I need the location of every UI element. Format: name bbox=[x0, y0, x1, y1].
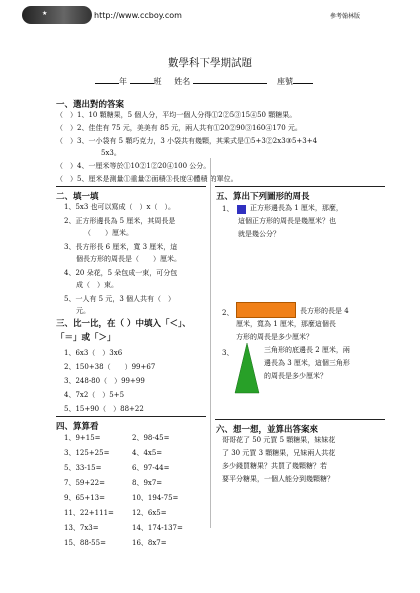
year-blank[interactable] bbox=[95, 83, 119, 84]
section6-line-3: 多少錢買糖果？共買了幾顆糖？若 bbox=[222, 462, 327, 470]
year-label: 年 bbox=[119, 77, 127, 86]
section6-line-2: 了 30 元買 3 顆糖果，兄妹兩人共花 bbox=[222, 449, 336, 457]
section2-item-4: 4、20 朵花，5 朵包成一束，可分包 bbox=[64, 269, 178, 277]
q2-number: 2、 bbox=[222, 309, 234, 317]
section5-heading: 五、算出下列圖形的周長 bbox=[216, 192, 310, 202]
section6-heading: 六、想一想，並算出答案來 bbox=[216, 425, 319, 435]
q3-line-1: 三角形的底邊長 2 厘米，兩 bbox=[264, 346, 350, 354]
seat-label: 座號 bbox=[276, 77, 293, 86]
blue-square-shape bbox=[237, 205, 246, 214]
calc-item-5: 5、33-15= bbox=[64, 464, 102, 472]
section1-heading: 一、選出對的答案 bbox=[56, 100, 125, 110]
section5-rule bbox=[215, 186, 385, 187]
section2-item-5: 5、一人有 5 元，3 個人共有（ ） bbox=[64, 295, 176, 303]
section1-item-1: （ ）1、10 顆糖果，5 個人分，平均一個人分得①2②5③15④50 顆糖果。 bbox=[56, 111, 297, 119]
ccboy-logo bbox=[22, 6, 92, 24]
section2-item-2-cont: （ ）厘米。 bbox=[84, 229, 133, 237]
calc-item-4: 4、4x5= bbox=[132, 449, 163, 457]
section4-grid bbox=[64, 433, 214, 553]
q3-number: 3、 bbox=[222, 349, 234, 357]
section3-heading: 三、比一比，在（ ）中填入「＜」、 bbox=[56, 319, 191, 329]
class-blank[interactable] bbox=[130, 83, 154, 84]
section2-item-3: 3、長方形長 6 厘米，寬 3 厘米，這 bbox=[64, 243, 178, 251]
name-blank[interactable] bbox=[193, 83, 267, 84]
calc-item-15: 15、88-55= bbox=[64, 539, 106, 547]
q1-line-1: 正方形邊長為 1 厘米，那麼， bbox=[250, 204, 343, 212]
calc-item-12: 12、6x5= bbox=[132, 509, 167, 517]
class-label: 班 bbox=[153, 77, 162, 86]
section3-item-2: 2、150+38（ ）99+67 bbox=[64, 363, 156, 371]
orange-rectangle-shape bbox=[236, 302, 296, 318]
section6-line-1: 哥哥花了 50 元買 5 顆糖果，妹妹花 bbox=[222, 436, 336, 444]
section6-line-4: 要平分糖果，一個人能分到幾顆糖？ bbox=[222, 475, 334, 483]
section3-item-3: 3、248-80（ ）99+99 bbox=[64, 377, 145, 385]
calc-item-8: 8、9x7= bbox=[132, 479, 163, 487]
calc-item-13: 13、7x3= bbox=[64, 524, 99, 532]
edition-note: 參考翰林版 bbox=[330, 13, 361, 20]
section4-heading: 四、算算看 bbox=[56, 422, 99, 432]
section1-item-5: （ ）5、厘米是測量①重量②面積③長度④體積 的單位。 bbox=[56, 175, 238, 183]
section2-item-3-cont: 個長方形的周長是（ ）厘米。 bbox=[76, 255, 181, 263]
name-label: 姓名 bbox=[174, 77, 191, 86]
section2-rule bbox=[56, 186, 206, 187]
page-title: 數學科下學期試題 bbox=[168, 57, 252, 69]
section6-rule bbox=[215, 419, 385, 420]
section2-item-2: 2、正方形邊長為 5 厘米，其周長是 bbox=[64, 217, 176, 225]
student-info-line bbox=[95, 76, 313, 87]
calc-item-10: 10、194-75= bbox=[132, 494, 179, 502]
section3-item-4: 4、7x2（ ）5+5 bbox=[64, 391, 125, 399]
seat-blank[interactable] bbox=[293, 83, 313, 84]
section1-item-3-cont: 5x3。 bbox=[101, 149, 121, 157]
calc-item-6: 6、97-44= bbox=[132, 464, 170, 472]
q1-line-3: 就是幾公分？ bbox=[238, 230, 280, 238]
section3-item-5: 5、15+90（ ）88+22 bbox=[64, 405, 144, 413]
logo-mark: ★ bbox=[42, 10, 48, 17]
green-triangle-shape bbox=[234, 342, 260, 394]
section4-rule bbox=[56, 416, 206, 417]
section1-item-3: （ ）3、一小袋有 5 顆巧克力，3 小袋共有幾顆，其乘式是①5+3②2x3③5+3+4 bbox=[56, 137, 318, 145]
calc-item-16: 16、8x7= bbox=[132, 539, 167, 547]
calc-item-9: 9、65+13= bbox=[64, 494, 105, 502]
section2-heading: 二、填一填 bbox=[56, 192, 99, 202]
section3-item-1: 1、6x3（ ）3x6 bbox=[64, 349, 123, 357]
q2-line-3: 方形的周長是多少厘米？ bbox=[236, 333, 313, 341]
website-url[interactable]: http://www.ccboy.com bbox=[94, 11, 182, 20]
section3-heading-cont: 「＝」或「＞」 bbox=[56, 333, 116, 343]
q1-number: 1、 bbox=[222, 205, 234, 213]
q1-line-2: 這個正方形的周長是幾厘米？也 bbox=[238, 217, 336, 225]
calc-item-1: 1、9+15= bbox=[64, 434, 101, 442]
section2-item-4-cont: 成（ ）束。 bbox=[76, 281, 118, 289]
q3-line-2: 邊長為 3 厘米，這個三角形 bbox=[264, 359, 350, 367]
section6-text bbox=[222, 435, 387, 495]
calc-item-7: 7、59+22= bbox=[64, 479, 105, 487]
section2-item-5-cont: 元。 bbox=[76, 307, 90, 315]
section2-item-1: 1、5x3 也可以寫成（ ）x（ ）。 bbox=[64, 203, 175, 211]
section1-item-4: （ ）4、一厘米等於①10②1②20④100 公分。 bbox=[56, 162, 211, 170]
section1-list bbox=[56, 110, 386, 183]
calc-item-3: 3、125+25= bbox=[64, 449, 110, 457]
calc-item-2: 2、98-45= bbox=[132, 434, 170, 442]
section3-list bbox=[56, 348, 206, 418]
calc-item-11: 11、22+111= bbox=[64, 509, 114, 517]
calc-item-14: 14、174-137= bbox=[132, 524, 183, 532]
q2-line-2: 厘米，寬為 1 厘米，那麼這個長 bbox=[236, 320, 336, 328]
q3-line-3: 的周長是多少厘米？ bbox=[264, 372, 327, 380]
q2-line-1: 長方形的長是 4 bbox=[300, 307, 349, 315]
section1-item-2: （ ）2、佳佳有 75 元，美美有 85 元，兩人共有①20②90③160④170 元。 bbox=[56, 124, 302, 132]
